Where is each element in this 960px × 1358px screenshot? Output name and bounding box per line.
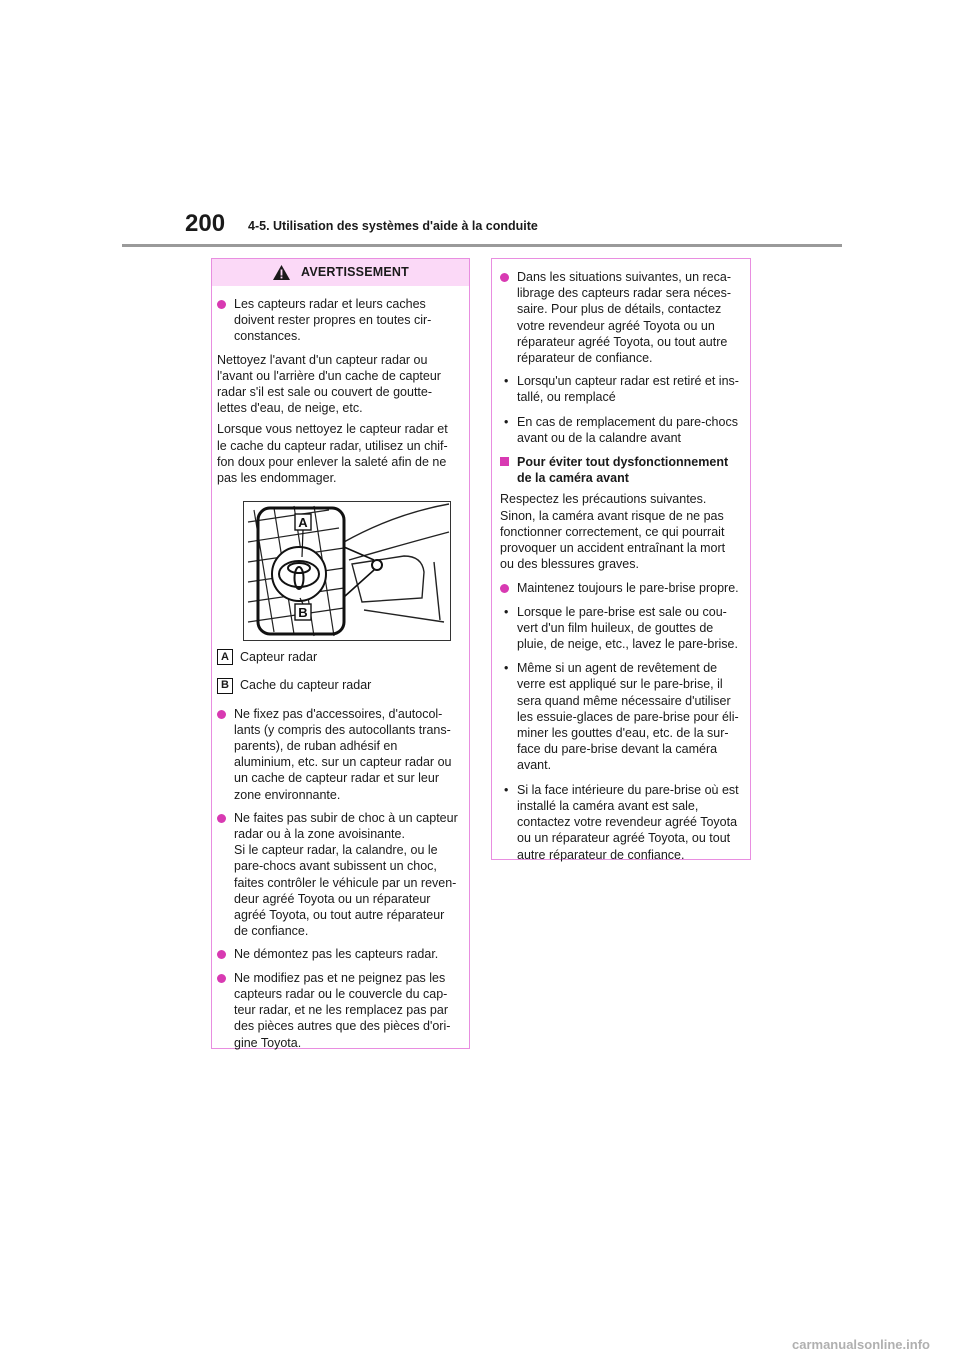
list-item	[217, 296, 459, 345]
list-item	[217, 810, 459, 940]
legend-item-b	[217, 677, 459, 693]
list-item	[217, 706, 459, 803]
sub-list-item: • En cas de remplacement du pare-chocs avant ou de la calandre avant	[504, 414, 738, 445]
paragraph: Respectez les précautions suivantes. Sinon, la caméra avant risque de ne pas fonctionner correctement, ce qui pourrait provoquer un accident entraînant la mort ou des blessures graves.	[500, 492, 726, 572]
legend-item-a	[217, 649, 459, 665]
bullet-text: Ne modifiez pas et ne peignez pas les capteurs radar ou le couvercle du cap-teur radar, et ne les remplacez pas par des pièces autres que des pièces d'ori-gine Toyota.	[234, 970, 451, 1050]
legend-text-a: Capteur radar	[240, 650, 318, 665]
sub-item-text: En cas de remplacement du pare-chocs avant ou de la calandre avant	[517, 414, 738, 445]
legend-key-b: B	[217, 678, 233, 694]
header-divider	[122, 244, 842, 247]
subheading-text: Pour éviter tout dysfonctionnement de la caméra avant	[517, 455, 729, 486]
list-item	[500, 269, 739, 366]
sub-item-text: Même si un agent de revêtement de verre est appliqué sur le pare-brise, il sera quand même nécessaire d'utiliser les essuie-glaces de pare-brise pour éli-miner les gouttes d'eau, etc. de la sur-face du pare-brise devant la caméra avant.	[517, 661, 739, 773]
sub-item-text: Lorsqu'un capteur radar est retiré et ins-tallé, ou remplacé	[517, 374, 739, 405]
legend-key-a: A	[217, 649, 233, 665]
bullet-text: Ne fixez pas d'accessoires, d'autocol-lants (y compris des autocollants trans-parents), de ruban adhésif en aluminium, etc. sur un capteur radar ou un cache de capteur radar et sur leur zone environnante.	[234, 706, 452, 802]
bullet-dot-icon	[217, 710, 226, 719]
warning-body	[212, 286, 469, 1051]
sub-list-item: • Même si un agent de revêtement de verre est appliqué sur le pare-brise, il sera quand même nécessaire d'utiliser les essuie-glaces de pare-brise pour éli-miner les gouttes d'eau, etc. de la sur-face du pare-brise devant la caméra avant.	[504, 661, 739, 773]
list-item	[500, 580, 739, 596]
list-item	[217, 946, 459, 962]
bullet-text: Maintenez toujours le pare-brise propre.	[517, 581, 739, 596]
subheading	[500, 454, 739, 486]
sub-list-item: • Lorsqu'un capteur radar est retiré et ins-tallé, ou remplacé	[504, 374, 739, 405]
section-title: 4-5. Utilisation des systèmes d'aide à la conduite	[248, 219, 538, 233]
legend-text-b: Cache du capteur radar	[240, 678, 372, 693]
sub-item-text: Lorsque le pare-brise est sale ou cou-vert d'un film huileux, de gouttes de pluie, de neige, etc., lavez le pare-brise.	[517, 604, 738, 652]
bullet-text: Si le capteur radar, la calandre, ou le pare-chocs avant subissent un choc, faites contrôler le véhicule par un reven-deur agréé Toyota ou un réparateur agréé Toyota, ou tout autre réparateur de confiance.	[234, 843, 457, 939]
bullet-dot-icon	[217, 950, 226, 959]
bullet-dot-icon	[217, 300, 226, 309]
radar-sensor-illustration	[244, 502, 450, 640]
warning-triangle-icon	[272, 264, 291, 281]
radar-sensor-figure	[243, 501, 451, 641]
bullet-text: Ne démontez pas les capteurs radar.	[234, 947, 439, 962]
paragraph: Lorsque vous nettoyez le capteur radar et le cache du capteur radar, utilisez un chif-fon doux pour enlever la saleté afin de ne pas les endommager.	[217, 422, 448, 486]
list-item	[217, 970, 459, 1051]
bullet-text: Les capteurs radar et leurs caches doivent rester propres en toutes cir-constances.	[234, 297, 432, 344]
paragraph: Nettoyez l'avant d'un capteur radar ou l'avant ou l'arrière d'un cache de capteur radar s'il est sale ou couvert de goutte-lettes d'eau, de neige, etc.	[217, 352, 441, 416]
bullet-text: Dans les situations suivantes, un reca-librage des capteurs radar sera néces-saire. Pour plus de détails, contactez votre revendeur agréé Toyota ou un réparateur agréé Toyota, ou tout autre réparateur de confiance.	[517, 270, 732, 366]
sub-list-item: • Lorsque le pare-brise est sale ou cou-vert d'un film huileux, de gouttes de pluie, de neige, etc., lavez le pare-brise.	[504, 604, 738, 652]
page-number: 200	[185, 210, 226, 237]
watermark: carmanualsonline.info	[792, 1337, 930, 1352]
figure-label-a: A	[298, 515, 308, 531]
content-box-right	[491, 258, 751, 860]
bullet-dot-icon	[500, 273, 509, 282]
sub-item-text: Si la face intérieure du pare-brise où est installé la caméra avant est sale, contactez votre revendeur agréé Toyota ou un réparateur agréé Toyota, ou tout autre réparateur de confiance.	[517, 782, 739, 862]
warning-box	[211, 258, 470, 1049]
bullet-dot-icon	[217, 814, 226, 823]
warning-title: AVERTISSEMENT	[301, 265, 409, 280]
figure-label-b: B	[298, 605, 308, 621]
warning-header	[212, 259, 469, 286]
bullet-dot-icon	[500, 584, 509, 593]
square-bullet-icon	[500, 457, 509, 466]
bullet-dot-icon	[217, 974, 226, 983]
sub-list-item: • Si la face intérieure du pare-brise où est installé la caméra avant est sale, contactez votre revendeur agréé Toyota ou un réparateur agréé Toyota, ou tout autre réparateur de confiance.	[504, 782, 739, 862]
bullet-text: Ne faites pas subir de choc à un capteur radar ou à la zone avoisinante.	[234, 810, 458, 842]
